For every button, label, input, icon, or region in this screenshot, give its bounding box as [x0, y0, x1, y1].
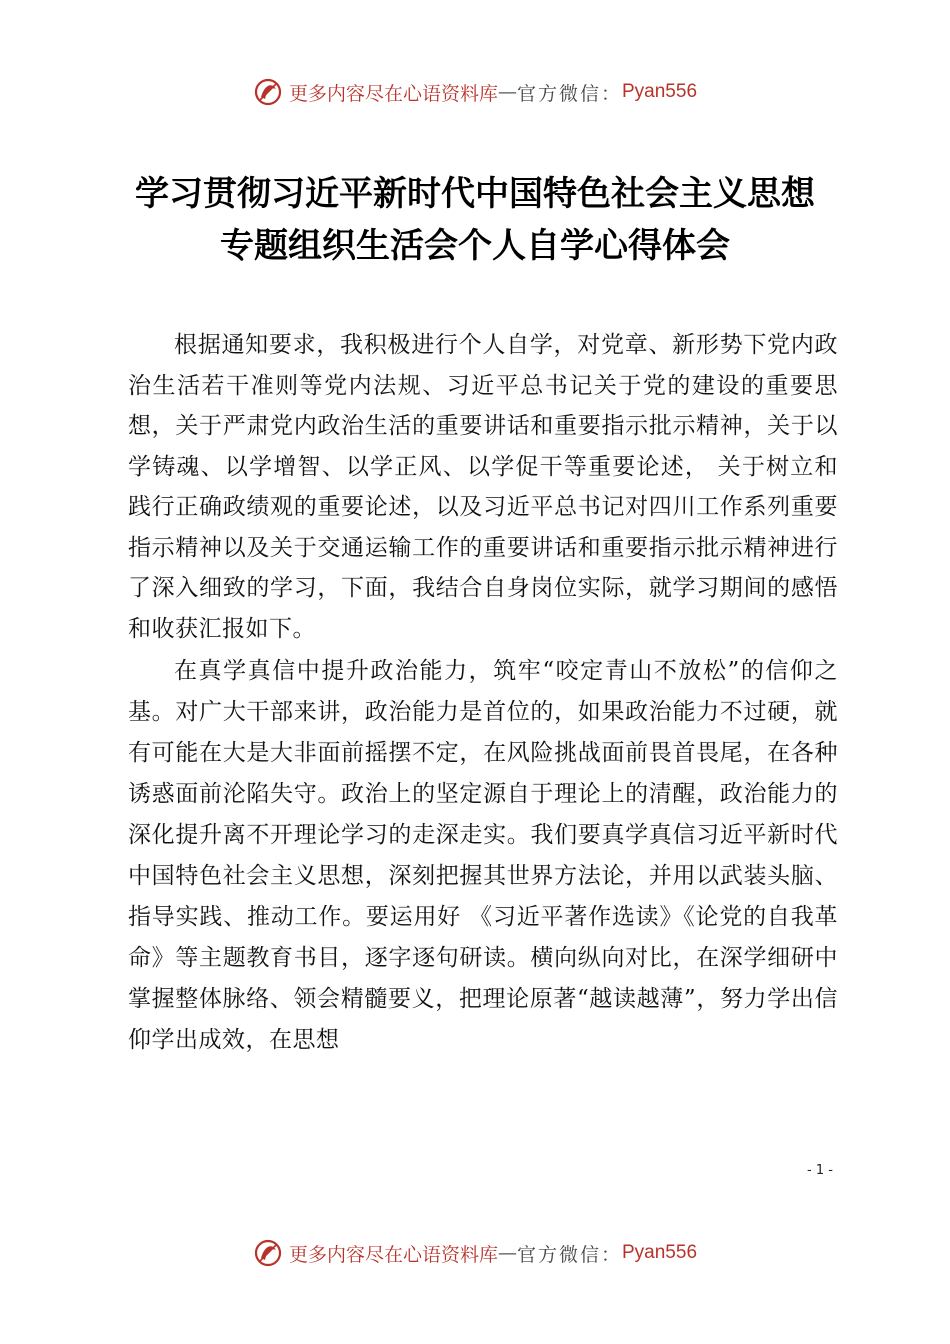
banner-text: 更多内容尽在心语资料库: [288, 1243, 498, 1266]
page-number: - 1 -: [807, 1163, 833, 1178]
paragraph-1: 根据通知要求，我积极进行个人自学，对党章、新形势下党内政治生活若干准则等党内法规、习近平总书记关于党的建设的重要思想，关于严肃党内政治生活的重要讲话和重要指示批示精神，关于以学铸魂、以学增智、以学正风、以学促干等重要论述， 关于树立和践行正确政绩观的重要论述，以及习近平总书记对四川工作系列重要指示精神以及关于交通运输工作的重要讲话和重要指示批示精神进行了深入细致的学习，下面，我结合自身岗位实际，就学习期间的感悟和收获汇报如下。: [128, 332, 838, 642]
header-banner: [0, 72, 950, 112]
brand-logo-icon: [253, 77, 283, 107]
banner-wechat-label: 官方微信：: [516, 1243, 622, 1266]
banner-wechat-label: 官方微信：: [516, 82, 622, 105]
banner-separator: —: [497, 1242, 517, 1264]
document-body: [128, 325, 838, 1061]
banner-separator: —: [497, 81, 517, 103]
banner-wechat-id: Pyan556: [622, 1242, 698, 1263]
document-title: [0, 168, 950, 272]
banner-wechat-id: Pyan556: [622, 81, 698, 102]
title-line-1: 学习贯彻习近平新时代中国特色社会主义思想: [135, 174, 815, 214]
paragraph-2: 在真学真信中提升政治能力，筑牢“咬定青山不放松”的信仰之基。对广大干部来讲，政治能力是首位的，如果政治能力不过硬，就有可能在大是大非面前摇摆不定，在风险挑战面前畏首畏尾，在各种诱惑面前沦陷失守。政治上的坚定源自于理论上的清醒，政治能力的深化提升离不开理论学习的走深走实。我们要真学真信习近平新时代中国特色社会主义思想，深刻把握其世界方法论，并用以武装头脑、指导实践、推动工作。要运用好 《习近平著作选读》《论党的自我革命》等主题教育书目，逐字逐句研读。横向纵向对比，在深学细研中掌握整体脉络、领会精髓要义，把理论原著“越读越薄”，努力学出信仰学出成效，在思想: [128, 658, 838, 1053]
banner-text: 更多内容尽在心语资料库: [288, 82, 498, 105]
brand-logo-icon: [253, 1238, 283, 1268]
footer-banner: [0, 1233, 950, 1273]
title-line-2: 专题组织生活会个人自学心得体会: [220, 226, 730, 266]
